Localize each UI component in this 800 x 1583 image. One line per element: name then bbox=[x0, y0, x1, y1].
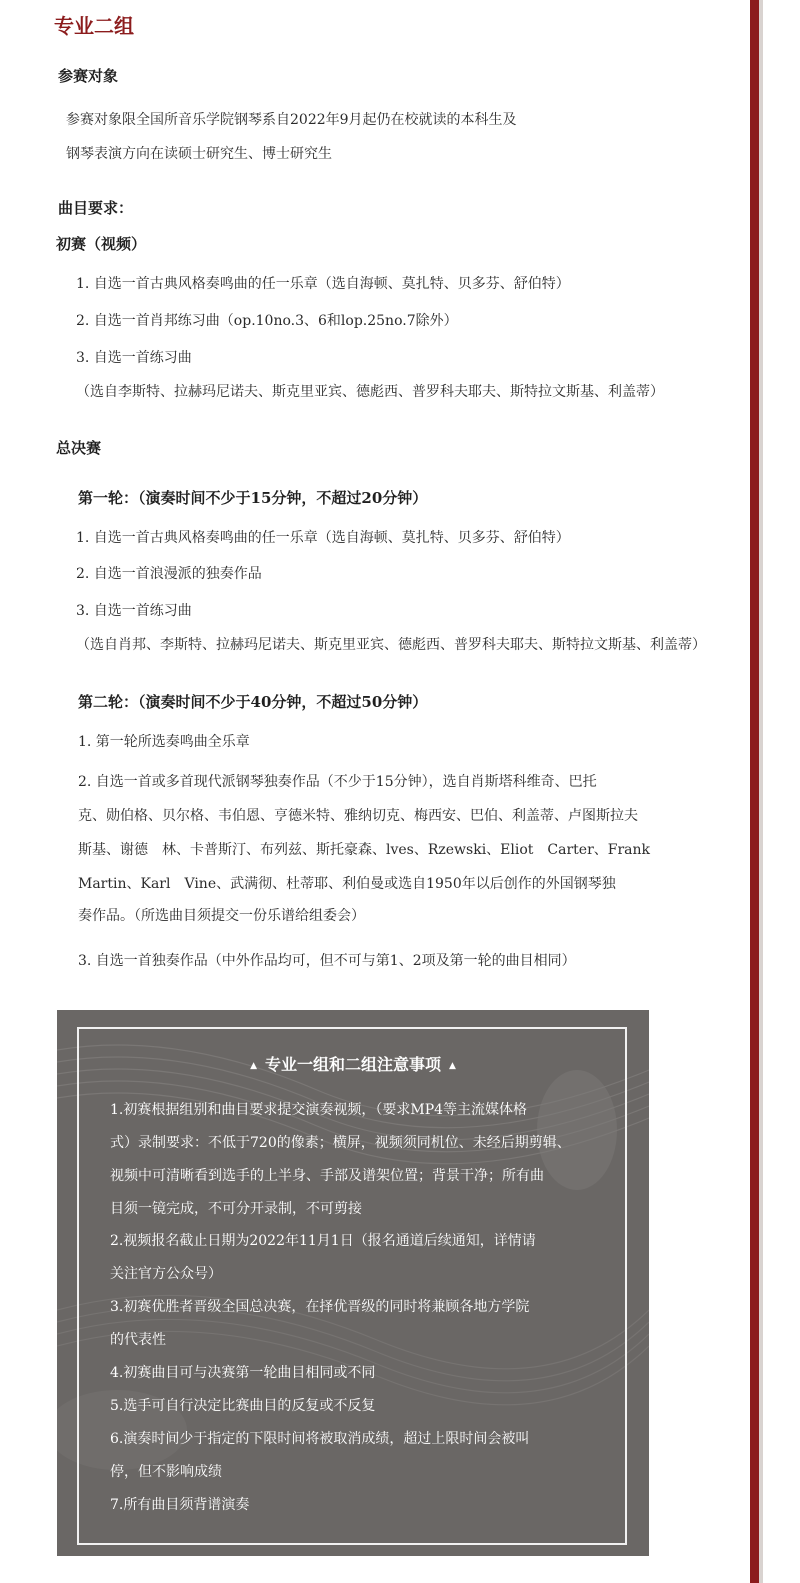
notice-line: 2.视频报名截止日期为2022年11月1日（报名通道后续通知，详情请 bbox=[110, 1233, 536, 1249]
round2-item-2-line-4: Martin、Karl Vine、武满彻、杜蒂耶、利伯曼或选自1950年以后创作的外国钢琴独 bbox=[78, 876, 616, 892]
notice-title-row bbox=[57, 1052, 649, 1075]
round2-item-2-line-2: 克、勋伯格、贝尔格、韦伯恩、亨德米特、雅纳切克、梅西安、巴伯、利盖蒂、卢图斯拉夫 bbox=[78, 808, 638, 824]
round2-heading: 第二轮：（演奏时间不少于40分钟，不超过50分钟） bbox=[78, 693, 428, 711]
preliminary-item-3: 3. 自选一首练习曲 bbox=[76, 350, 192, 366]
participants-heading: 参赛对象 bbox=[58, 67, 119, 85]
notice-line: 的代表性 bbox=[110, 1332, 166, 1348]
round2-item-2-line-1: 2. 自选一首或多首现代派钢琴独奏作品（不少于15分钟），选自肖斯塔科维奇、巴托 bbox=[78, 774, 597, 790]
round1-item-3-composers: （选自肖邦、李斯特、拉赫玛尼诺夫、斯克里亚宾、德彪西、普罗科夫耶夫、斯特拉文斯基、利盖蒂） bbox=[76, 637, 706, 653]
round1-item-1: 1. 自选一首古典风格奏鸣曲的任一乐章（选自海顿、莫扎特、贝多芬、舒伯特） bbox=[76, 530, 570, 546]
round1-heading: 第一轮：（演奏时间不少于15分钟，不超过20分钟） bbox=[78, 489, 428, 507]
notice-line: 4.初赛曲目可与决赛第一轮曲目相同或不同 bbox=[110, 1365, 376, 1381]
notice-panel bbox=[57, 1010, 649, 1556]
participants-line-2: 钢琴表演方向在读硕士研究生、博士研究生 bbox=[66, 146, 332, 162]
repertoire-heading: 曲目要求： bbox=[58, 199, 134, 217]
participants-line-1: 参赛对象限全国所音乐学院钢琴系自2022年9月起仍在校就读的本科生及 bbox=[66, 112, 517, 128]
notice-line: 1.初赛根据组别和曲目要求提交演奏视频，（要求MP4等主流媒体格 bbox=[110, 1102, 528, 1118]
notice-line: 5.选手可自行决定比赛曲目的反复或不反复 bbox=[110, 1398, 376, 1414]
round2-item-2-line-5: 奏作品。（所选曲目须提交一份乐谱给组委会） bbox=[78, 908, 365, 924]
triangle-icon: ▲ bbox=[449, 1060, 456, 1071]
notice-line: 停，但不影响成绩 bbox=[110, 1464, 222, 1480]
notice-line: 式）录制要求：不低于720的像素；横屏，视频须同机位、未经后期剪辑、 bbox=[110, 1135, 571, 1151]
right-accent-bar bbox=[750, 0, 759, 1583]
preliminary-item-3-composers: （选自李斯特、拉赫玛尼诺夫、斯克里亚宾、德彪西、普罗科夫耶夫、斯特拉文斯基、利盖蒂） bbox=[76, 384, 664, 400]
preliminary-heading: 初赛（视频） bbox=[56, 235, 147, 253]
final-heading: 总决赛 bbox=[56, 439, 102, 457]
notice-line: 目须一镜完成，不可分开录制，不可剪接 bbox=[110, 1201, 362, 1217]
preliminary-item-1: 1. 自选一首古典风格奏鸣曲的任一乐章（选自海顿、莫扎特、贝多芬、舒伯特） bbox=[76, 276, 570, 292]
triangle-icon: ▲ bbox=[250, 1060, 257, 1071]
notice-line: 7.所有曲目须背谱演奏 bbox=[110, 1497, 250, 1513]
notice-line: 视频中可清晰看到选手的上半身、手部及谱架位置；背景干净；所有曲 bbox=[110, 1168, 544, 1184]
round1-item-3: 3. 自选一首练习曲 bbox=[76, 603, 192, 619]
notice-line: 6.演奏时间少于指定的下限时间将被取消成绩，超过上限时间会被叫 bbox=[110, 1431, 530, 1447]
round2-item-2-line-3: 斯基、谢德 林、卡普斯汀、布列兹、斯托豪森、lves、Rzewski、Eliot Carter、Frank bbox=[78, 842, 651, 858]
notice-line: 关注官方公众号） bbox=[110, 1266, 222, 1282]
preliminary-item-2: 2. 自选一首肖邦练习曲（op.10no.3、6和lop.25no.7除外） bbox=[76, 313, 458, 329]
right-accent-bar-shadow bbox=[759, 0, 763, 1583]
page-title: 专业二组 bbox=[54, 14, 134, 38]
round2-item-3: 3. 自选一首独奏作品（中外作品均可，但不可与第1、2项及第一轮的曲目相同） bbox=[78, 953, 576, 969]
round2-item-1: 1. 第一轮所选奏鸣曲全乐章 bbox=[78, 734, 250, 750]
round1-item-2: 2. 自选一首浪漫派的独奏作品 bbox=[76, 566, 262, 582]
notice-title: 专业一组和二组注意事项 bbox=[264, 1055, 441, 1074]
notice-line: 3.初赛优胜者晋级全国总决赛，在择优晋级的同时将兼顾各地方学院 bbox=[110, 1299, 530, 1315]
